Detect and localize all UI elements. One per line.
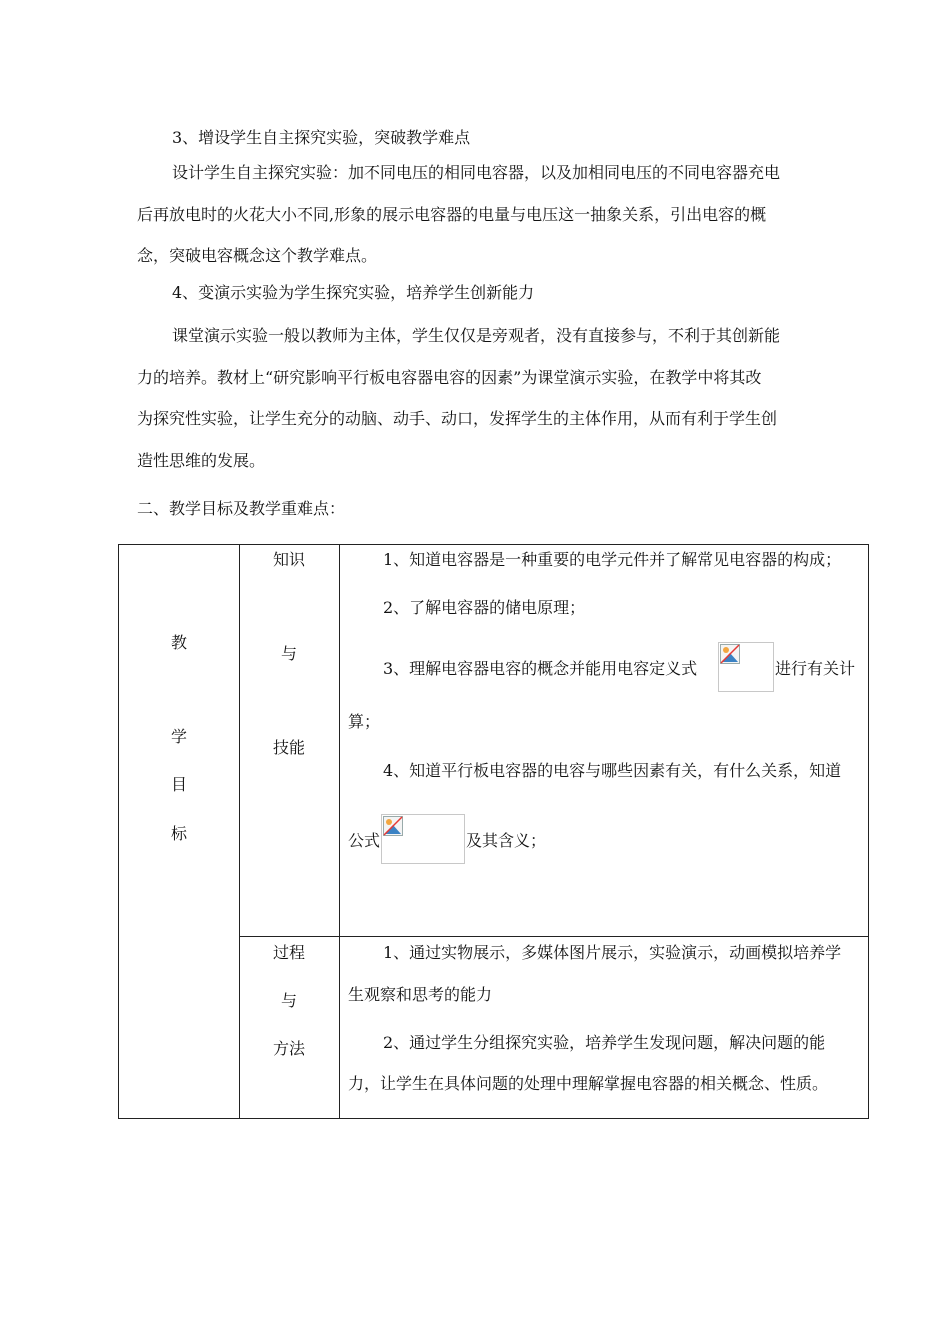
broken-image-icon [383,816,403,836]
col1-char-3: 目 [171,775,188,794]
section4-heading: 4、变演示实验为学生探究实验，培养学生创新能力 [172,283,535,302]
table-col-divider-1 [239,544,240,1119]
section3-line-3: 念，突破电容概念这个教学难点。 [137,246,378,265]
knowledge-label-2: 与 [281,644,298,663]
process-item-1: 1、通过实物展示，多媒体图片展示，实验演示，动画模拟培养学 [383,943,842,962]
section3-line-2: 后再放电时的火花大小不同,形象的展示电容器的电量与电压这一抽象关系，引出电容的概 [137,205,767,224]
process-item-2: 2、通过学生分组探究实验，培养学生发现问题，解决问题的能 [383,1033,826,1052]
formula-image-parallel-plate [381,814,465,864]
section4-line-3: 为探究性实验，让学生充分的动脑、动手、动口，发挥学生的主体作用，从而有利于学生创 [137,409,778,428]
knowledge-label-3: 技能 [273,738,306,757]
knowledge-item-3-cont: 进行有关计 [775,659,856,678]
part2-heading: 二、教学目标及教学重难点： [137,499,346,518]
section4-line-1: 课堂演示实验一般以教师为主体，学生仅仅是旁观者，没有直接参与，不利于其创新能 [172,326,781,345]
process-label-3: 方法 [273,1039,306,1058]
section3-heading: 3、增设学生自主探究实验，突破教学难点 [172,128,471,147]
knowledge-item-4-suffix: 及其含义； [466,831,547,850]
process-item-1-wrap: 生观察和思考的能力 [348,985,493,1004]
knowledge-item-1: 1、知道电容器是一种重要的电学元件并了解常见电容器的构成； [383,550,842,569]
section3-line-1: 设计学生自主探究实验：加不同电压的相同电容器，以及加相同电压的不同电容器充电 [172,163,781,182]
table-row-divider [239,936,869,937]
knowledge-item-3: 3、理解电容器电容的概念并能用电容定义式 [383,659,698,678]
process-item-2-wrap: 力，让学生在具体问题的处理中理解掌握电容器的相关概念、性质。 [348,1074,829,1093]
knowledge-label-1: 知识 [273,550,306,569]
broken-image-icon [720,644,740,664]
process-label-2: 与 [281,991,298,1010]
formula-image-capacitance-definition [718,642,774,692]
knowledge-item-4: 4、知道平行板电容器的电容与哪些因素有关，有什么关系，知道 [383,761,842,780]
section4-line-4: 造性思维的发展。 [137,451,266,470]
knowledge-item-4-prefix: 公式 [348,831,381,850]
col1-char-2: 学 [171,727,188,746]
process-label-1: 过程 [273,943,306,962]
col1-char-4: 标 [171,824,188,843]
knowledge-item-2: 2、了解电容器的储电原理； [383,598,586,617]
col1-char-1: 教 [171,633,188,652]
section4-line-2: 力的培养。教材上“研究影响平行板电容器电容的因素”为课堂演示实验，在教学中将其改 [137,368,762,387]
table-col-divider-2 [339,544,340,1119]
knowledge-item-3-wrap: 算； [348,712,381,731]
